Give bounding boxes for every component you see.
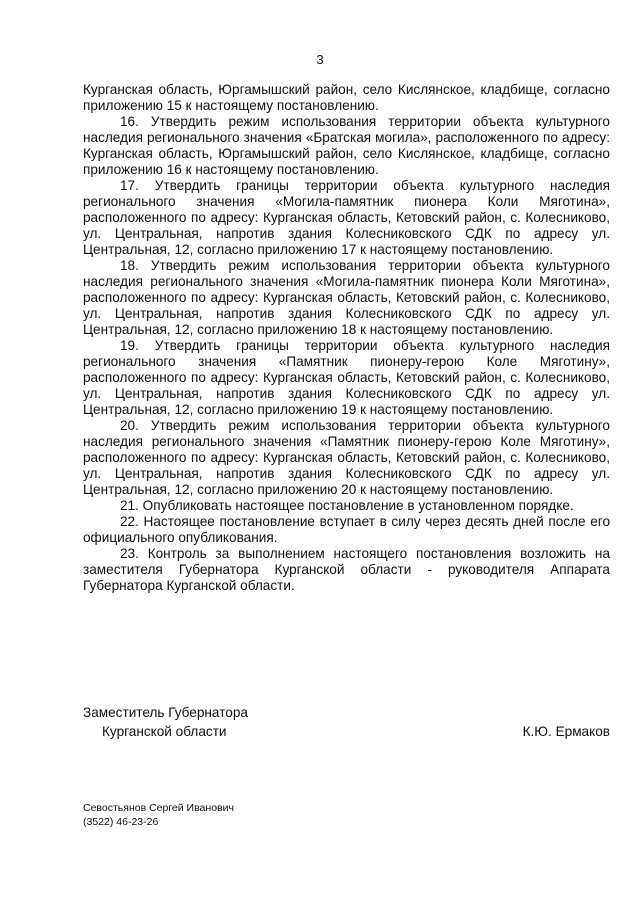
signatory-name: К.Ю. Ермаков: [522, 724, 610, 739]
paragraph-20: 20. Утвердить режим использования территории объекта культурного наследия регионального значения «Памятник пионеру-герою Коле Мяготину», расположенного по адресу: Курганская область, Кетовский район, с. Колесниково, ул. Центральная, напротив здания Колесниковского СДК по адресу ул. Центральная, 12, согласно приложению 20 к настоящему постановлению.: [83, 418, 610, 497]
executor-name: Севостьянов Сергей Иванович: [83, 802, 234, 814]
executor-footer: [83, 801, 234, 829]
signatory-position-line1: Заместитель Губернатора: [83, 705, 248, 720]
executor-phone: (3522) 46-23-26: [83, 816, 159, 828]
paragraph-19: 19. Утвердить границы территории объекта культурного наследия регионального значения «Памятник пионеру-герою Коле Мяготину», расположенного по адресу: Курганская область, Кетовский район, с. Колесниково, ул. Центральная, напротив здания Колесниковского СДК по адресу ул. Центральная, 12, согласно приложению 19 к настоящему постановлению.: [83, 338, 610, 417]
document-body: [83, 82, 610, 594]
paragraph-23: 23. Контроль за выполнением настоящего постановления возложить на заместителя Губернатора Курганской области - руководителя Аппарата Губернатора Курганской области.: [83, 546, 610, 593]
paragraph-17: 17. Утвердить границы территории объекта культурного наследия регионального значения «Могила-памятник пионера Коли Мяготина», расположенного по адресу: Курганская область, Кетовский район, с. Колесниково, ул. Центральная, напротив здания Колесниковского СДК по адресу ул. Центральная, 12, согласно приложению 17 к настоящему постановлению.: [83, 178, 610, 257]
page-number: 3: [316, 52, 324, 67]
signature-block: [83, 703, 610, 741]
paragraph-21: 21. Опубликовать настоящее постановление в установленном порядке.: [120, 498, 574, 513]
paragraph-18: 18. Утвердить режим использования территории объекта культурного наследия регионального значения «Могила-памятник пионера Коли Мяготина», расположенного по адресу: Курганская область, Кетовский район, с. Колесниково, ул. Центральная, напротив здания Колесниковского СДК по адресу ул. Центральная, 12, согласно приложению 18 к настоящему постановлению.: [83, 258, 610, 337]
paragraph-22: 22. Настоящее постановление вступает в силу через десять дней после его официального опубликования.: [83, 514, 610, 545]
paragraph-16: 16. Утвердить режим использования территории объекта культурного наследия регионального значения «Братская могила», расположенного по адресу: Курганская область, Юргамышский район, село Кислянское, кладбище, согласно приложению 16 к настоящему постановлению.: [83, 114, 610, 177]
paragraph-15-continuation: Курганская область, Юргамышский район, село Кислянское, кладбище, согласно приложению 15 к настоящему постановлению.: [83, 82, 610, 113]
signatory-position-line2: Курганской области: [102, 724, 227, 739]
